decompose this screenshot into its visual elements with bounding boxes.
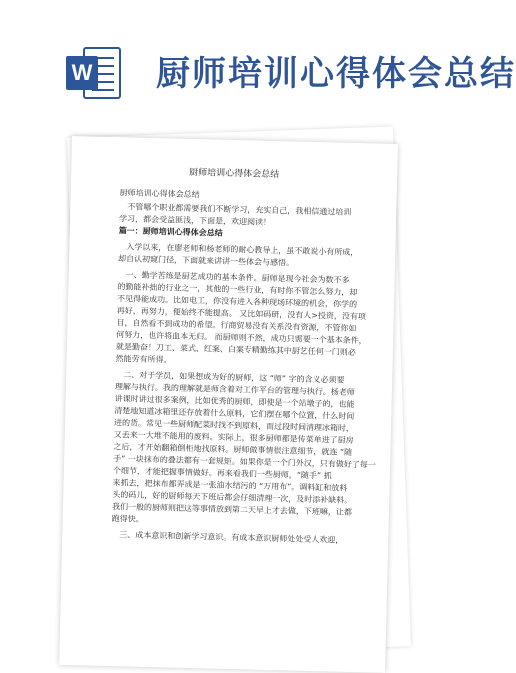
doc-line: 然能劳有所得。 [115, 354, 172, 365]
document-heading: 厨师培训心得体会总结 [189, 167, 280, 181]
word-document-icon [66, 42, 122, 104]
doc-line: 清楚地知道冰箱里还存放着什么原料，它们摆在哪个位置，什么时间 [114, 406, 355, 421]
doc-line: 却自认初窥门径，下面就来讲讲一些体会与感悟。 [117, 254, 295, 268]
doc-line: 个细节，才能把握事情做好。再来看我们一些厨师，“随手” 抓 [112, 466, 332, 481]
doc-line: 之后，才开始翻箱倒柜地找原料。厨师做事情很注意细节，就连 “随 [113, 442, 353, 457]
doc-line: 何努力，也许将血本无归。 而厨师则不然，成功只需要一个基本条件， [116, 330, 367, 346]
doc-line: 学习，都会受益匪浅，下面是，欢迎阅读！ [118, 214, 272, 227]
doc-line: 不见得能成功。比如电工，你没有进入各种现场环境的机会，你学的 [116, 294, 358, 310]
doc-line: 又丢来一大堆不能用的废料。实际上，很多厨师都是传菜单进了厨房 [113, 430, 354, 445]
doc-line: 的勤能补拙的行业之一，其他的一些行业，有时你不管怎么努力，却 [117, 282, 358, 298]
doc-line: 再好，再努力，便始终不能提高。 又比如码研，没有人>投资，没有项 [116, 306, 367, 322]
doc-line: 三、成本意识和创新学习意识。有成本意识厨师处处受人欢迎， [119, 530, 344, 545]
doc-line: 头的码儿，好的厨师每天下班后都会仔细清理一次，及时添补缺料。 [112, 490, 353, 505]
doc-line: 跑得快。 [111, 514, 144, 524]
word-icon-letter: W [71, 60, 93, 85]
doc-line: 一、勤学苦练是厨艺成功的基本条件。厨师是现今社会为数不多 [125, 270, 350, 285]
doc-line: 不管哪个职业都需要我们不断学习，充实自己，我相信通过培训 [127, 202, 352, 217]
doc-line: 目，自然看不到成功的希望。行商贸易没有关系没有资源，不管你如 [116, 318, 357, 334]
page-header [0, 0, 516, 130]
page-title: 厨师培训心得体会总结 [156, 54, 516, 94]
doc-subheading: 篇一：厨师培训心得体会总结 [118, 226, 223, 238]
doc-line: 讲课时讲过很多案例，比如优秀的厨师，即使是一个站墩子的，也能 [114, 394, 355, 409]
doc-line: 来抓去，把抹布都弄成是一张油水结污的 “万用布”。调料缸和放料 [112, 478, 348, 493]
doc-line: 我们一般的厨师则把这等事情放到第二天早上才去做，下班嘛，让都 [111, 502, 353, 517]
doc-line: 二、对于学员，如果想成为好的厨师，这 “师” 字的含义必须要 [123, 370, 345, 385]
doc-line: 理解与执行。我的理解就是师含着对工作平台的管理与执行。杨老师 [114, 382, 355, 398]
doc-line: 手” 一块抹布的叠法都有一套规矩。如果你是一个门外汉，只有做好了每一 [113, 454, 376, 470]
doc-line: 进的货。常见一些厨师配菜时找不到原料，而过段时间清理冰箱时， [113, 418, 355, 433]
doc-line: 就是勤奋！刀工、菜式、红案、白案专精勤练其中厨艺任何一门则必 [115, 342, 356, 358]
doc-line: 厨师培训心得体会总结 [119, 188, 200, 200]
document-page [59, 136, 398, 673]
doc-line: 入学以来，在廖老师和杨老师的耐心教导上，虽不敢说小有所成， [126, 242, 359, 258]
